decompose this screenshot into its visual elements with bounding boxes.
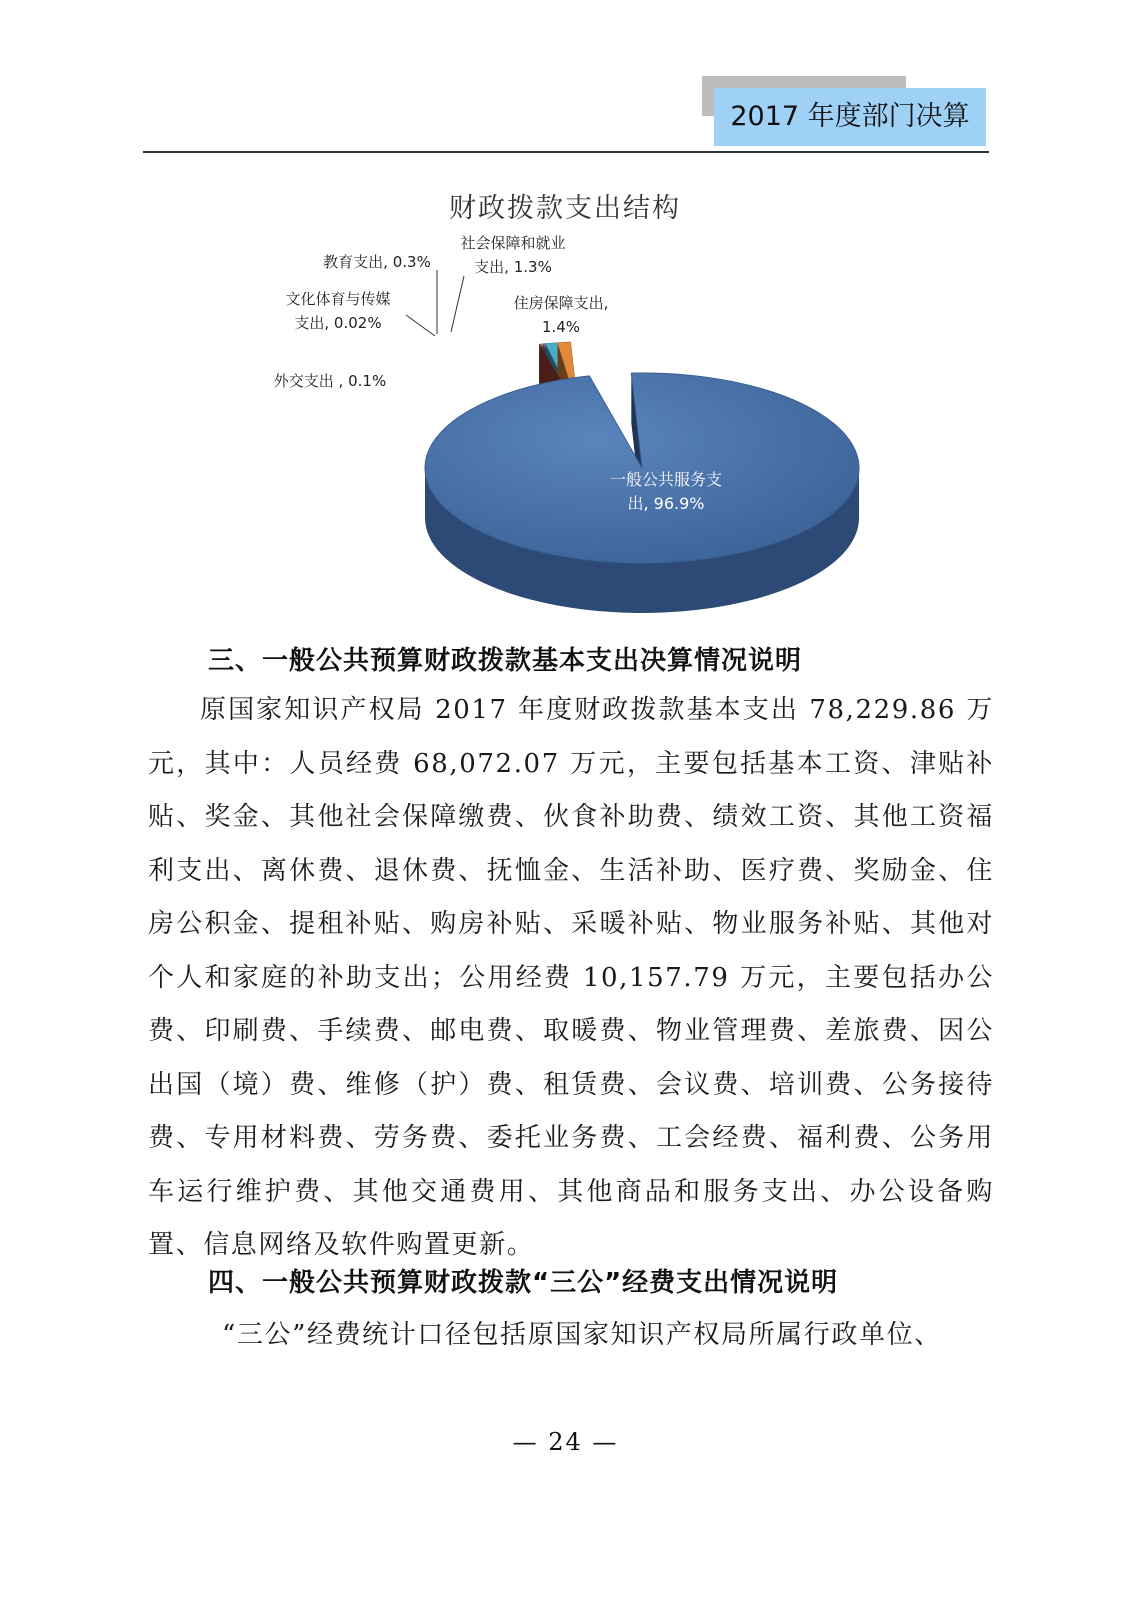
section-4-heading: 四、一般公共预算财政拨款“三公”经费支出情况说明 (208, 1268, 839, 1298)
pie-slice-0 (425, 373, 859, 563)
section-3-body (148, 684, 994, 1273)
leader-line-culture (406, 315, 435, 336)
section-4-first-line: “三公”经费统计口径包括原国家知识产权局所属行政单位、 (222, 1320, 942, 1350)
page-number: — 24 — (512, 1428, 619, 1456)
pie-label-foreign-affairs (274, 372, 386, 390)
pie-label-culture-sports-media (285, 290, 390, 332)
pie-label-culture-sports-media-line: 支出, 0.02% (294, 314, 382, 332)
pie-label-housing-line: 1.4% (541, 318, 581, 336)
section-3-paragraph: 原国家知识产权局 2017 年度财政拨款基本支出 78,229.86 万元，其中：人员经费 68,072.07 万元，主要包括基本工资、津贴补贴、奖金、其他社会保障缴费、伙食补助费、绩效工资、其他工资福利支出、离休费、退休费、抚恤金、生活补助、医疗费、奖励金、住房公积金、提租补贴、购房补贴、采暖补贴、物业服务补贴、其他对个人和家庭的补助支出；公用经费 10,157.79 万元，主要包括办公费、印刷费、手续费、邮电费、取暖费、物业管理费、差旅费、因公出国（境）费、维修（护）费、租赁费、会议费、培训费、公务接待费、专用材料费、劳务费、委托业务费、工会经费、福利费、公务用车运行维护费、其他交通费用、其他商品和服务支出、办公设备购置、信息网络及软件购置更新。 (148, 695, 994, 1260)
pie-label-foreign-affairs-line: 外交支出 , 0.1% (273, 372, 387, 390)
pie-label-social-security-line: 支出, 1.3% (474, 258, 552, 276)
pie-label-culture-sports-media-line: 文化体育与传媒 (285, 290, 391, 308)
pie-chart (0, 0, 1131, 640)
pie-label-housing (514, 294, 609, 336)
section-3-heading: 三、一般公共预算财政拨款基本支出决算情况说明 (208, 646, 803, 676)
pie-label-education-line: 教育支出, 0.3% (323, 253, 431, 271)
pie-label-general-public-services-line: 一般公共服务支 (609, 470, 723, 489)
document-header-title: 2017 年度部门决算 (714, 88, 986, 146)
pie-label-general-public-services-line: 出, 96.9% (627, 494, 705, 513)
leader-line-social-security (451, 276, 464, 332)
chart-title: 财政拨款支出结构 (449, 193, 681, 224)
pie-label-education (323, 253, 431, 271)
pie-label-social-security-line: 社会保障和就业 (460, 234, 566, 252)
pie-label-housing-line: 住房保障支出, (513, 294, 609, 312)
pie-label-social-security (460, 234, 565, 276)
